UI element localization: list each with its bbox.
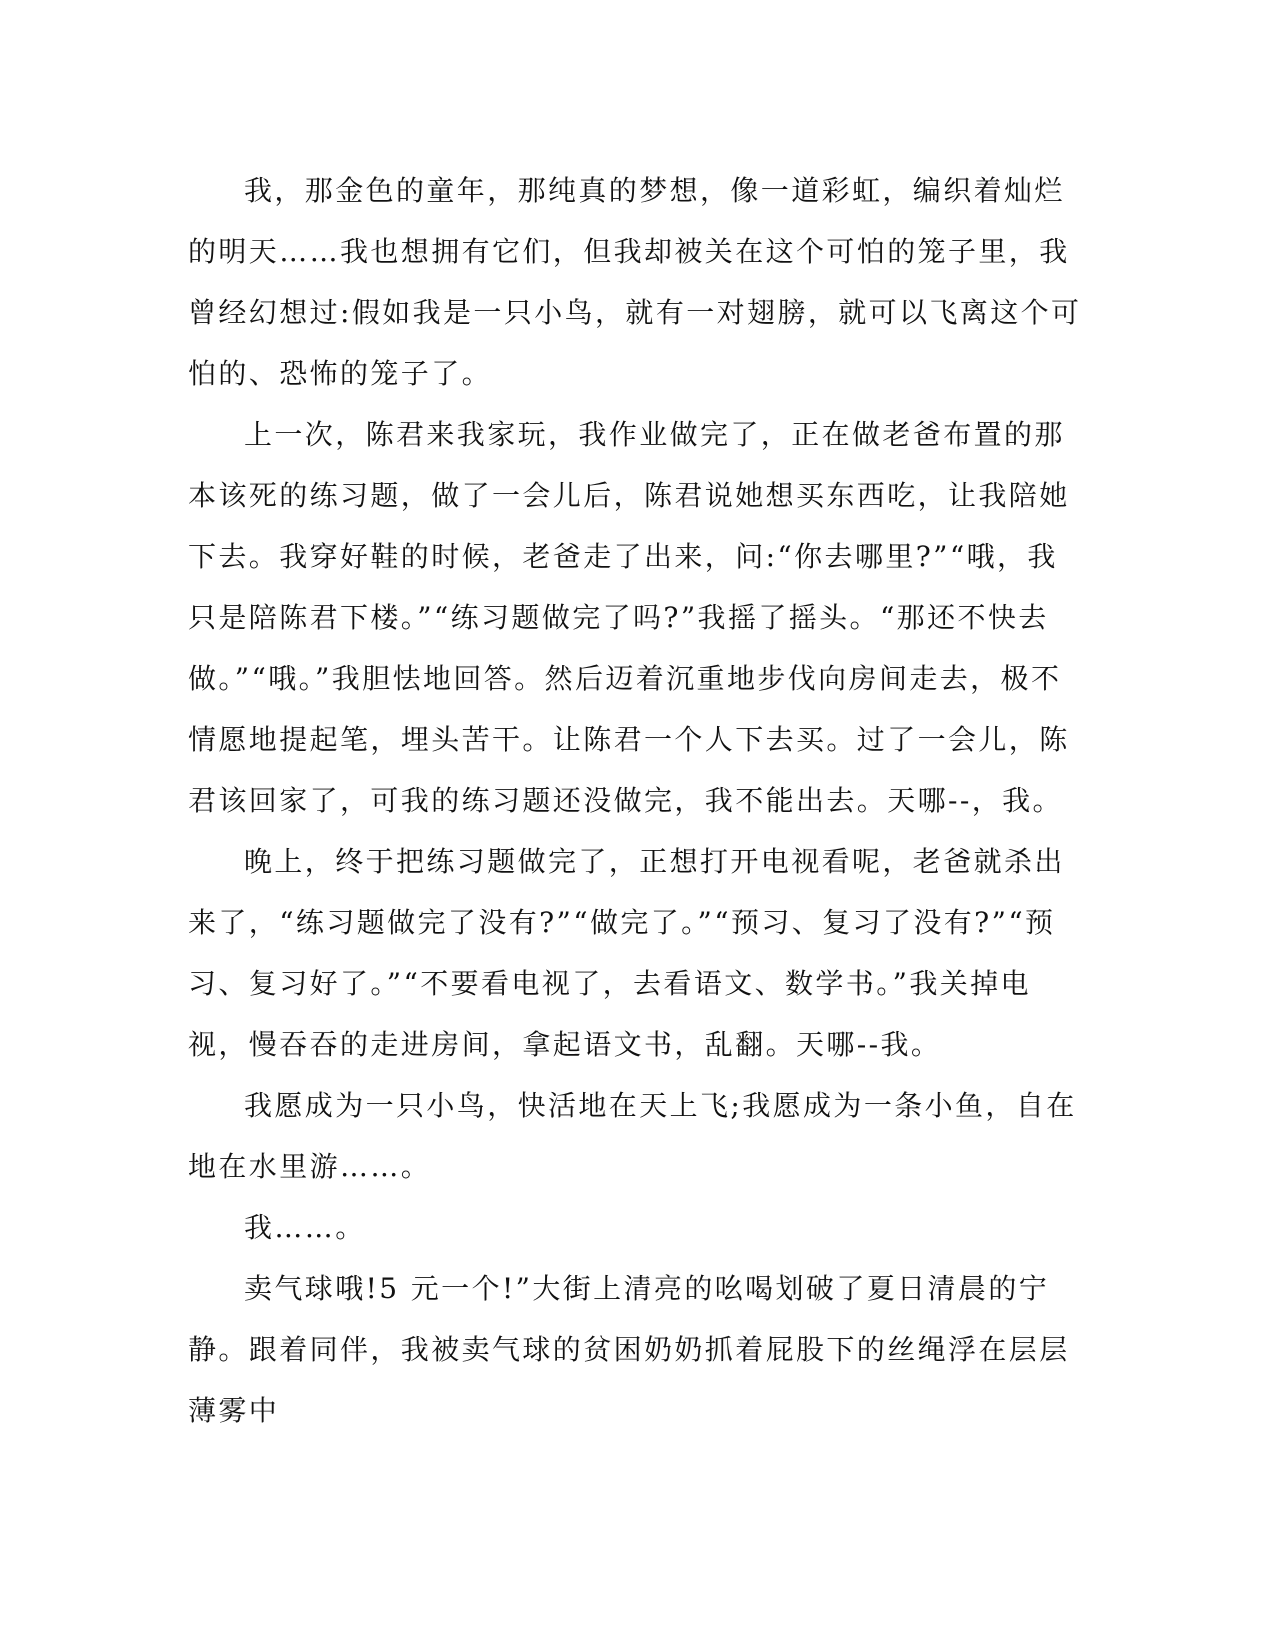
paragraph-2: 上一次，陈君来我家玩，我作业做完了，正在做老爸布置的那本该死的练习题，做了一会儿后，陈君说她想买东西吃，让我陪她下去。我穿好鞋的时候，老爸走了出来，问:“你去哪里?”“哦，我只是陪陈君下楼。”“练习题做完了吗?”我摇了摇头。“那还不快去做。”“哦。”我胆怯地回答。然后迈着沉重地步伐向房间走去，极不情愿地提起笔，埋头苦干。让陈君一个人下去买。过了一会儿，陈君该回家了，可我的练习题还没做完，我不能出去。天哪--，我。	[188, 418, 1070, 817]
paragraph-4: 我愿成为一只小鸟，快活地在天上飞;我愿成为一条小鱼，自在地在水里游……。	[188, 1089, 1077, 1183]
paragraph-1: 我，那金色的童年，那纯真的梦想，像一道彩虹，编织着灿烂的明天……我也想拥有它们，但我却被关在这个可怕的笼子里，我曾经幻想过:假如我是一只小鸟，就有一对翅膀，就可以飞离这个可怕的、恐怖的笼子了。	[188, 174, 1082, 390]
paragraph-3: 晚上，终于把练习题做完了，正想打开电视看呢，老爸就杀出来了，“练习题做完了没有?”“做完了。”“预习、复习了没有?”“预习、复习好了。”“不要看电视了，去看语文、数学书。”我关掉电视，慢吞吞的走进房间，拿起语文书，乱翻。天哪--我。	[188, 845, 1065, 1061]
document-body	[188, 160, 1088, 1441]
paragraph-6: 卖气球哦!5 元一个!”大街上清亮的吆喝划破了夏日清晨的宁静。跟着同伴，我被卖气球的贫困奶奶抓着屁股下的丝绳浮在层层薄雾中	[188, 1272, 1070, 1427]
paragraph-5: 我……。	[244, 1211, 366, 1244]
